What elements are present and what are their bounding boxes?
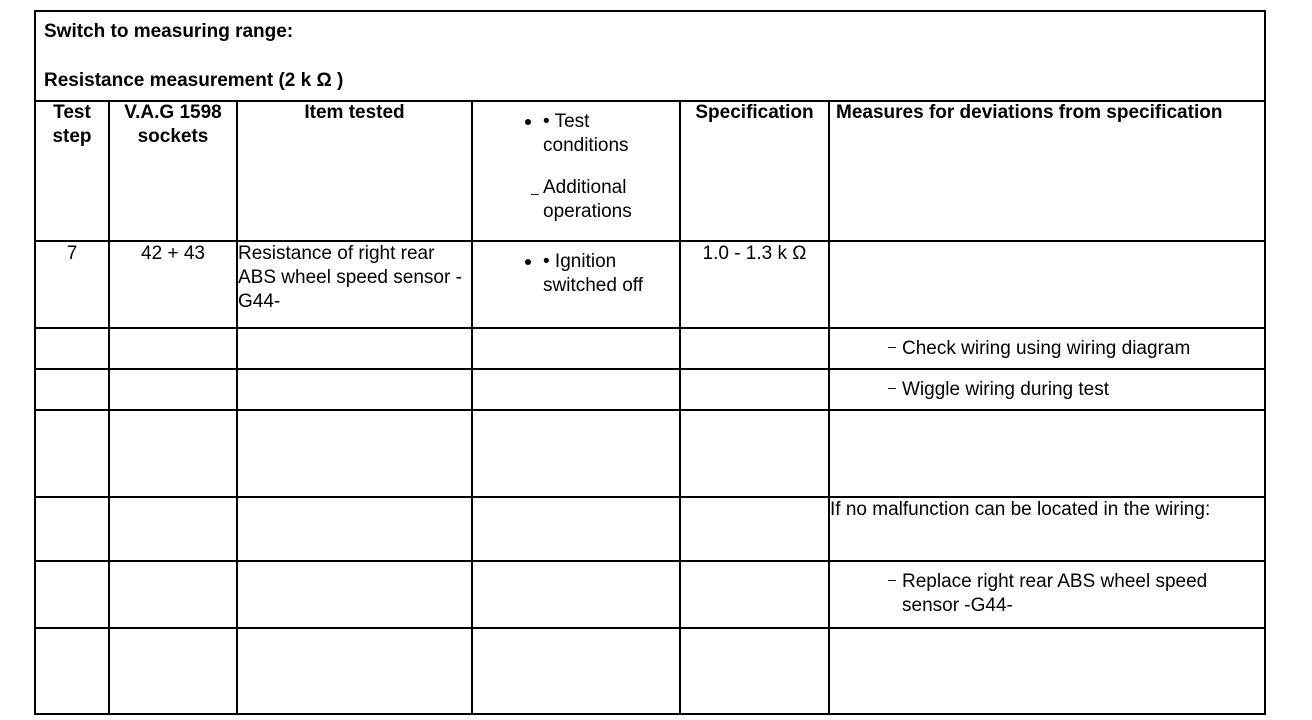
column-header-item-tested: Item tested: [237, 101, 472, 241]
replace-sensor-step: Replace right rear ABS wheel speed sensor -G44-: [902, 571, 1208, 616]
column-header-test-step: Test step: [36, 101, 109, 241]
check-wiring-step: Check wiring using wiring diagram: [902, 338, 1191, 359]
table-row: [36, 410, 1264, 497]
test-step-value: 7: [36, 241, 109, 328]
additional-operations-label: Additional operations: [543, 177, 632, 222]
no-malfunction-note: If no malfunction can be located in the wiring:: [829, 497, 1264, 561]
test-table-sheet: [34, 10, 1266, 715]
dash-icon: –: [888, 571, 896, 587]
measures-cell: [829, 561, 1264, 628]
wiggle-wiring-step: Wiggle wiring during test: [902, 379, 1109, 400]
measures-cell: [829, 241, 1264, 328]
test-steps-table: [36, 100, 1264, 714]
measuring-range-header: [36, 12, 1264, 102]
dash-icon: –: [888, 338, 896, 354]
dash-icon: –: [531, 185, 539, 201]
column-header-specification: Specification: [680, 101, 829, 241]
dash-icon: –: [888, 379, 896, 395]
table-row: [36, 561, 1264, 628]
table-row: [36, 241, 1264, 328]
table-row: [36, 328, 1264, 369]
column-header-sockets: V.A.G 1598 sockets: [109, 101, 237, 241]
table-row: [36, 369, 1264, 410]
measures-cell: [829, 369, 1264, 410]
condition-value: • Ignition switched off: [543, 251, 643, 296]
resistance-measurement-label: Resistance measurement (2 k Ω ): [44, 70, 344, 91]
item-tested-value: Resistance of right rear ABS wheel speed sensor -G44-: [237, 241, 472, 328]
bullet-icon: [525, 119, 531, 125]
measures-cell: [829, 328, 1264, 369]
column-header-conditions: [472, 101, 680, 241]
column-header-measures: Measures for deviations from specification: [829, 101, 1264, 241]
sockets-value: 42 + 43: [109, 241, 237, 328]
condition-cell: [472, 241, 680, 328]
switch-range-label: Switch to measuring range:: [44, 21, 294, 42]
table-header-row: [36, 101, 1264, 241]
table-row: [36, 497, 1264, 561]
specification-value: 1.0 - 1.3 k Ω: [680, 241, 829, 328]
bullet-icon: [525, 259, 531, 265]
test-conditions-label: • Test conditions: [543, 111, 629, 156]
table-row: [36, 628, 1264, 714]
